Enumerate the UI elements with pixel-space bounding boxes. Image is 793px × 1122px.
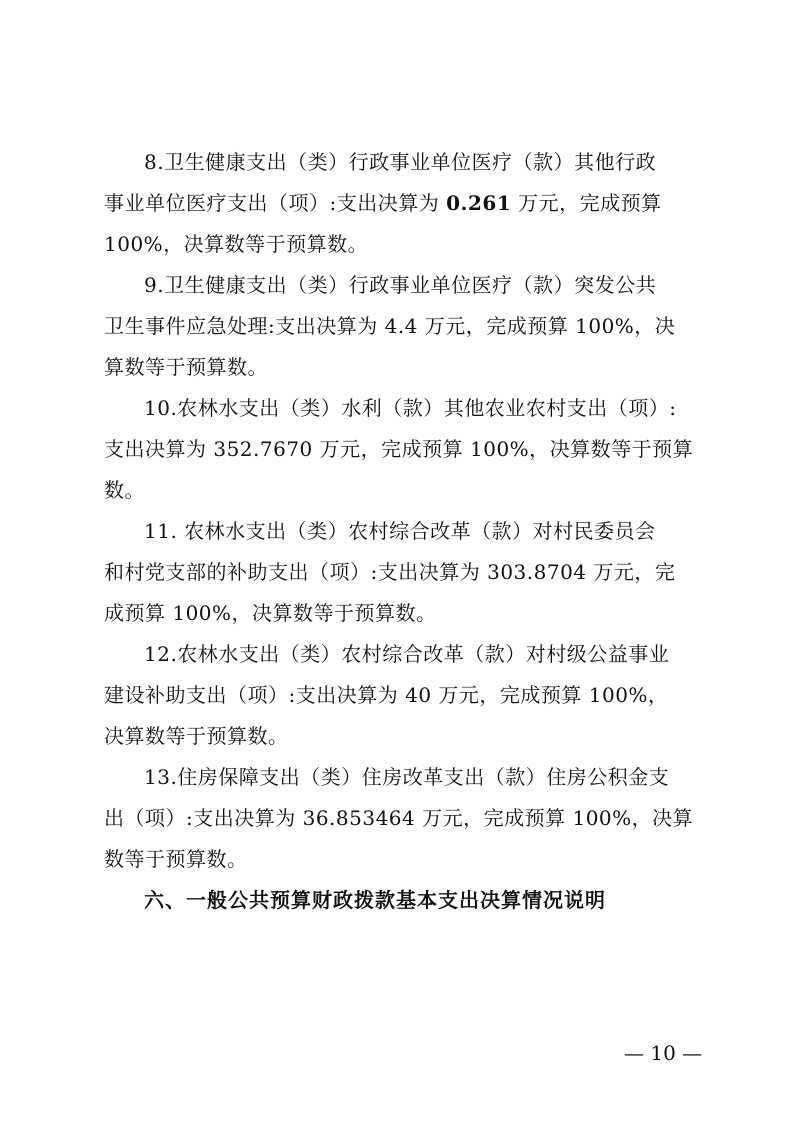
- paragraph-8-line-3: 100%，决算数等于预算数。: [104, 232, 369, 256]
- paragraph-12-line-1: 12.农林水支出（类）农村综合改革（款）对村级公益事业: [144, 642, 670, 666]
- paragraph-11-line-3: 成预算 100%，决算数等于预算数。: [104, 601, 437, 625]
- paragraph-11-line-1: 11. 农林水支出（类）农村综合改革（款）对村民委员会: [144, 519, 656, 543]
- paragraph-10-line-3: 数。: [104, 478, 145, 502]
- paragraph-8-line-2: [104, 188, 662, 218]
- paragraph-11-line-2: 和村党支部的补助支出（项）:支出决算为 303.8704 万元，完: [104, 560, 676, 584]
- paragraph-9-line-2: 卫生事件应急处理:支出决算为 4.4 万元，完成预算 100%，决: [104, 314, 676, 338]
- paragraph-13-line-1: 13.住房保障支出（类）住房改革支出（款）住房公积金支: [144, 765, 670, 789]
- paragraph-9-line-1: 9.卫生健康支出（类）行政事业单位医疗（款）突发公共: [144, 273, 657, 297]
- paragraph-13-line-3: 数等于预算数。: [104, 847, 248, 871]
- page-number: — 10 —: [624, 1041, 703, 1065]
- paragraph-9-line-3: 算数等于预算数。: [104, 355, 268, 379]
- paragraph-8-line-2-text: 事业单位医疗支出（项）:支出决算为: [104, 191, 447, 215]
- paragraph-12-line-3: 决算数等于预算数。: [104, 724, 289, 748]
- paragraph-13-line-2: 出（项）:支出决算为 36.853464 万元，完成预算 100%，决算: [104, 806, 694, 830]
- paragraph-8-line-2-suffix: 万元，完成预算: [511, 191, 662, 215]
- paragraph-10-line-1: 10.农林水支出（类）水利（款）其他农业农村支出（项）:: [144, 396, 677, 420]
- paragraph-8-bold-value: 0.261: [446, 191, 512, 215]
- section-heading: 六、一般公共预算财政拨款基本支出决算情况说明: [144, 888, 606, 912]
- paragraph-8-line-1: 8.卫生健康支出（类）行政事业单位医疗（款）其他行政: [144, 150, 657, 174]
- paragraph-12-line-2: 建设补助支出（项）:支出决算为 40 万元，完成预算 100%，: [104, 683, 669, 707]
- paragraph-10-line-2: 支出决算为 352.7670 万元，完成预算 100%，决算数等于预算: [104, 437, 694, 461]
